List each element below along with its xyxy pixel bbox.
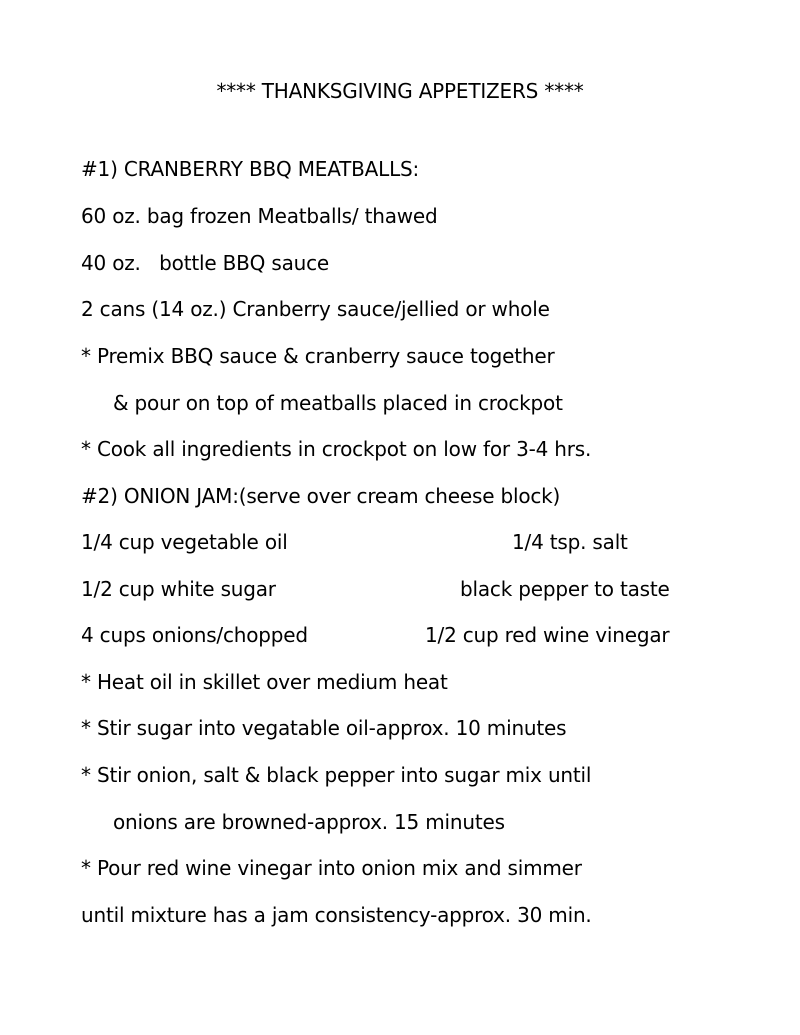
recipe-1-heading: #1) CRANBERRY BBQ MEATBALLS: bbox=[81, 157, 420, 181]
recipe-1-step-continued: & pour on top of meatballs placed in crockpot bbox=[113, 391, 563, 415]
recipe-2-step: * Stir sugar into vegatable oil-approx. 10 minutes bbox=[81, 716, 567, 740]
recipe-2-ingredient: 1/2 cup white sugar bbox=[81, 577, 276, 601]
recipe-2-step-continued: until mixture has a jam consistency-approx. 30 min. bbox=[81, 903, 592, 927]
recipe-2-ingredient: 1/4 tsp. salt bbox=[512, 530, 628, 554]
recipe-2-ingredient: 4 cups onions/chopped bbox=[81, 623, 308, 647]
recipe-1-step: * Premix BBQ sauce & cranberry sauce together bbox=[81, 344, 555, 368]
recipe-1-ingredient: 40 oz. bottle BBQ sauce bbox=[81, 251, 329, 275]
recipe-2-ingredient: 1/4 cup vegetable oil bbox=[81, 530, 288, 554]
recipe-2-heading: #2) ONION JAM:(serve over cream cheese block) bbox=[81, 484, 561, 508]
recipe-1-step: * Cook all ingredients in crockpot on low for 3-4 hrs. bbox=[81, 437, 592, 461]
recipe-1-ingredient: 2 cans (14 oz.) Cranberry sauce/jellied or whole bbox=[81, 297, 550, 321]
recipe-2-ingredient: black pepper to taste bbox=[460, 577, 670, 601]
recipe-2-ingredient: 1/2 cup red wine vinegar bbox=[425, 623, 670, 647]
recipe-2-step: * Stir onion, salt & black pepper into sugar mix until bbox=[81, 763, 592, 787]
page-title: **** THANKSGIVING APPETIZERS **** bbox=[216, 79, 584, 103]
recipe-2-step-continued: onions are browned-approx. 15 minutes bbox=[113, 810, 505, 834]
recipe-2-step: * Pour red wine vinegar into onion mix and simmer bbox=[81, 856, 582, 880]
recipe-2-step: * Heat oil in skillet over medium heat bbox=[81, 670, 448, 694]
recipe-1-ingredient: 60 oz. bag frozen Meatballs/ thawed bbox=[81, 204, 438, 228]
